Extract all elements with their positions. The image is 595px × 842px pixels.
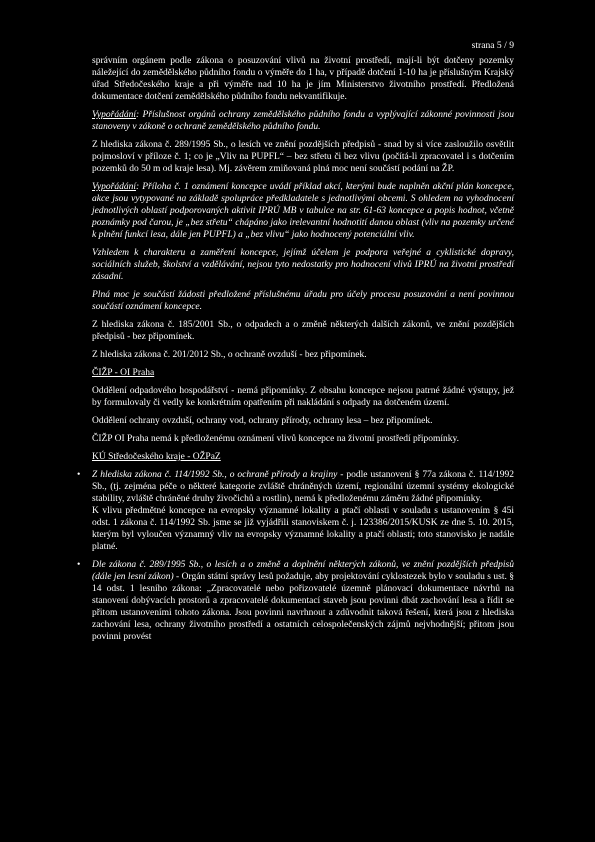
bullet-item: • Z hlediska zákona č. 114/1992 Sb., o ochraně přírody a krajiny - podle ustanovení § 77a zákona č. 114/1992 Sb., (tj. zejména péče o některé kategorie zvláště chráněných území, regionální územní systémy ekologické stability, zvláště chráněné druhy živočichů a rostlin), nemá k předloženému záměru žádné připomínky. xyxy=(92,469,514,505)
page-number: strana 5 / 9 xyxy=(471,40,514,51)
paragraph: Plná moc je součástí žádosti předložené příslušnému úřadu pro účely procesu posuzování a není povinnou součástí oznámení koncepce. xyxy=(92,290,514,312)
settlement-paragraph: Vypořádání: Příloha č. 1 oznámení koncepce uvádí příklad akcí, kterými bude naplněn akční plán koncepce, akce jsou vytypované na základě spolupráce předkladatele s jednotlivými obcemi. S ohledem na vyhodnocení jednotlivých oblastí podporovaných aktivit IPRÚ MB v tabulce na str. 61-63 koncepce a popis hodnot, včetně poznámky pod čarou, je „bez střetu“ chápáno jako irelevantní hodnotití danou oblast (vliv na pozemky určené k plnění funkcí lesa, dále jen PUPFL) a „bez vlivu“ jako hodnocený potenciální vliv. xyxy=(92,182,514,240)
paragraph: Oddělení odpadového hospodářství - nemá připomínky. Z obsahu koncepce nejsou patrné žádné výstupy, jež by formulovaly či vedly ke konkrétním opatřením při nakládání s odpady na dotčeném území. xyxy=(92,386,514,408)
paragraph: ČIŽP OI Praha nemá k předloženému oznámení vlivů koncepce na životní prostředí připomínky. xyxy=(92,434,460,444)
document-body xyxy=(92,55,514,649)
paragraph: Vzhledem k charakteru a zaměření koncepce, jejímž účelem je podpora veřejné a cyklistické dopravy, sociálních služeb, školství a vzdělávání, nejsou tyto nedostatky pro hodnocení vlivů IPRÚ na životní prostředí zásadní. xyxy=(92,248,514,282)
paragraph: K vlivu předmětné koncepce na evropsky významné lokality a ptačí oblasti v souladu s ustanovením § 45i odst. 1 zákona č. 114/1992 Sb. jsme se již vyjádřili stanoviskem č. j. 123386/2015/KUSK ze dne 5. 10. 2015, kterým byl vyloučen významný vliv na evropsky významné lokality a ptačí oblasti; toto stanovisko je nadále platné. xyxy=(92,506,514,552)
settlement-label: Vypořádání xyxy=(92,110,136,120)
section-heading: ČIŽP - OI Praha xyxy=(92,368,155,378)
section-heading: KÚ Středočeského kraje - OŽPaZ xyxy=(92,452,221,462)
paragraph: Z hlediska zákona č. 185/2001 Sb., o odpadech a o změně některých dalších zákonů, ve znění pozdějších předpisů - bez připomínek. xyxy=(92,320,514,342)
paragraph: správním orgánem podle zákona o posuzování vlivů na životní prostředí, mají-li být dotčeny pozemky náležející do zemědělského půdního fondu o výměře do 1 ha, v případě dotčení 1-10 ha je příslušným Krajský úřad Středočeského kraje a při výměře nad 10 ha je jím Ministerstvo životního prostředí. Předložená dokumentace dotčení zemědělského půdního fondu nekvantifikuje. xyxy=(92,56,514,102)
settlement-label: Vypořádání xyxy=(92,182,136,192)
paragraph: Z hlediska zákona č. 201/2012 Sb., o ochraně ovzduší - bez připomínek. xyxy=(92,350,367,360)
bullet-item: • Dle zákona č. 289/1995 Sb., o lesích a o změně a doplnění některých zákonů, ve znění pozdějších předpisů (dále jen lesní zákon) - Orgán státní správy lesů požaduje, aby projektování cyklostezek bylo v souladu s ust. § 14 odst. 1 lesního zákona: „Zpracovatelé nebo pořizovatelé územně plánovací dokumentace návrhů na stanovení dobývacích prostorů a zpracovatelé dokumentací staveb jsou povinni dbát zachování lesa a řídit se přitom ustanoveními tohoto zákona. Jsou povinni navrhnout a zdůvodnit taková řešení, která jsou z hlediska zachování lesa, ochrany životního prostředí a ostatních celospolečenských zájmů nejvhodnější; přitom jsou povinni provést xyxy=(92,559,514,643)
paragraph: Oddělení ochrany ovzduší, ochrany vod, ochrany přírody, ochrany lesa – bez připomínek. xyxy=(92,416,433,426)
settlement-paragraph: Vypořádání: Příslušnost orgánů ochrany zemědělského půdního fondu a vyplývající zákonné povinnosti jsou stanoveny v zákoně o ochraně zemědělského půdního fondu. xyxy=(92,110,514,132)
paragraph: Z hlediska zákona č. 289/1995 Sb., o lesích ve znění pozdějších předpisů - snad by si více zasloužilo osvětlit pojmosloví v příloze č. 1; co je „Vliv na PUPFL“ – bez střetu či bez vlivu (počítá-li zpracovatel i s dotčením pozemků do 50 m od kraje lesa). Mj. závěrem zmiňovaná plná moc není součástí podání na ŽP. xyxy=(92,140,514,174)
